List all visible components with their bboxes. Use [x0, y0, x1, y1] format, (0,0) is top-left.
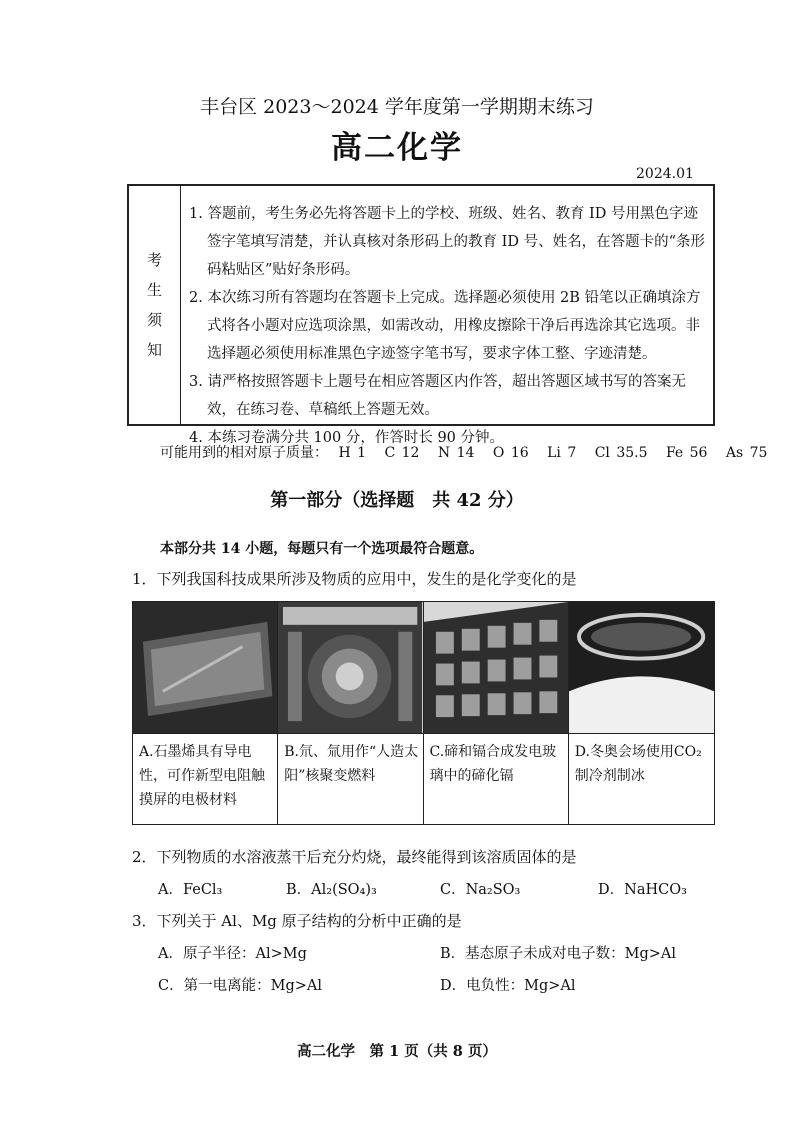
option-letter: D. [574, 744, 590, 760]
question-1-option-a [133, 734, 278, 824]
option-letter: C. [429, 744, 445, 760]
atomic-masses [160, 442, 779, 462]
question-3-option-d: D．电负性：Mg>Al [440, 978, 576, 994]
fusion-reactor-photo [278, 602, 423, 734]
question-1-option-table [132, 601, 715, 825]
solar-glass-building-photo [424, 602, 569, 734]
question-3-stem: 3．下列关于 Al、Mg 原子结构的分析中正确的是 [132, 912, 462, 930]
notice-heading [129, 186, 181, 424]
atomic-mass-value: Li 7 [547, 445, 577, 461]
atomic-mass-value: H 1 [338, 445, 367, 461]
option-letter: B. [284, 744, 299, 760]
question-2-option-b: B．Al₂(SO₄)₃ [286, 882, 377, 898]
question-1-option-b [278, 734, 423, 824]
notice-heading-char: 生 [146, 281, 162, 299]
section-instruction: 本部分共 14 小题，每题只有一个选项最符合题意。 [160, 541, 484, 557]
exam-date: 2024.01 [636, 166, 694, 182]
atomic-masses-label: 可能用到的相对原子质量： [160, 445, 328, 461]
question-2-option-c: C．Na₂SO₃ [440, 882, 521, 898]
notice-item: 2. 本次练习所有答题均在答题卡上完成。选择题必须使用 2B 铅笔以正确填涂方式将各小题对应选项涂黑，如需改动，用橡皮擦除干净后再选涂其它选项。非选择题必须使用标准黑色字迹签字笔书写，要求字体工整、字迹清楚。 [189, 290, 701, 362]
atomic-mass-value: As 75 [725, 445, 768, 461]
notice-heading-char: 考 [146, 251, 162, 269]
question-1-stem: 1．下列我国科技成果所涉及物质的应用中，发生的是化学变化的是 [132, 570, 577, 588]
question-2-option-d: D．NaHCO₃ [598, 882, 687, 898]
option-text: 氘、氚用作“人造太阳”核聚变燃料 [284, 744, 419, 784]
atomic-mass-value: Fe 56 [665, 445, 708, 461]
question-2-option-a: A．FeCl₃ [158, 882, 223, 898]
notice-item: 3. 请严格按照答题卡上题号在相应答题区内作答，超出答题区域书写的答案无效，在练习卷、草稿纸上答题无效。 [189, 374, 686, 418]
atomic-mass-value: N 14 [437, 445, 475, 461]
notice-item: 4. 本练习卷满分共 100 分，作答时长 90 分钟。 [189, 430, 505, 446]
question-1-option-d [569, 734, 714, 824]
graphene-film-photo [133, 602, 278, 734]
option-letter: A. [139, 744, 154, 760]
question-2-stem: 2．下列物质的水溶液蒸干后充分灼烧，最终能得到该溶质固体的是 [132, 848, 577, 866]
atomic-mass-value: O 16 [492, 445, 529, 461]
candidate-notice-box [127, 184, 715, 446]
atomic-mass-value: C 12 [384, 445, 420, 461]
notice-heading-char: 须 [146, 311, 162, 329]
question-3-option-a: A．原子半径：Al>Mg [158, 946, 307, 962]
option-text: 碲和镉合成发电玻璃中的碲化镉 [429, 744, 557, 784]
option-text: 石墨烯具有导电性，可作新型电阻触摸屏的电极材料 [139, 744, 265, 808]
option-text: 冬奥会场使用CO₂制冷剂制冰 [574, 744, 702, 784]
exam-title: 丰台区 2023～2024 学年度第一学期期末练习 [200, 96, 594, 118]
notice-items [189, 200, 705, 452]
atomic-mass-value: Cl 35.5 [594, 445, 648, 461]
question-3-option-b: B．基态原子未成对电子数：Mg>Al [440, 946, 677, 962]
question-1-option-c [424, 734, 569, 824]
question-3-option-c: C．第一电离能：Mg>Al [158, 978, 322, 994]
notice-heading-char: 知 [146, 341, 162, 359]
page-footer: 高二化学 第 1 页（共 8 页） [297, 1043, 497, 1060]
ice-rink-venue-photo [569, 602, 714, 734]
section-title: 第一部分（选择题 共 42 分） [270, 490, 524, 511]
notice-item: 1. 答题前，考生务必先将答题卡上的学校、班级、姓名、教育 ID 号用黑色字迹签字笔填写清楚，并认真核对条形码上的教育 ID 号、姓名，在答题卡的“条形码粘贴区”贴好条形码。 [189, 206, 705, 278]
subject-title: 高二化学 [331, 130, 463, 166]
